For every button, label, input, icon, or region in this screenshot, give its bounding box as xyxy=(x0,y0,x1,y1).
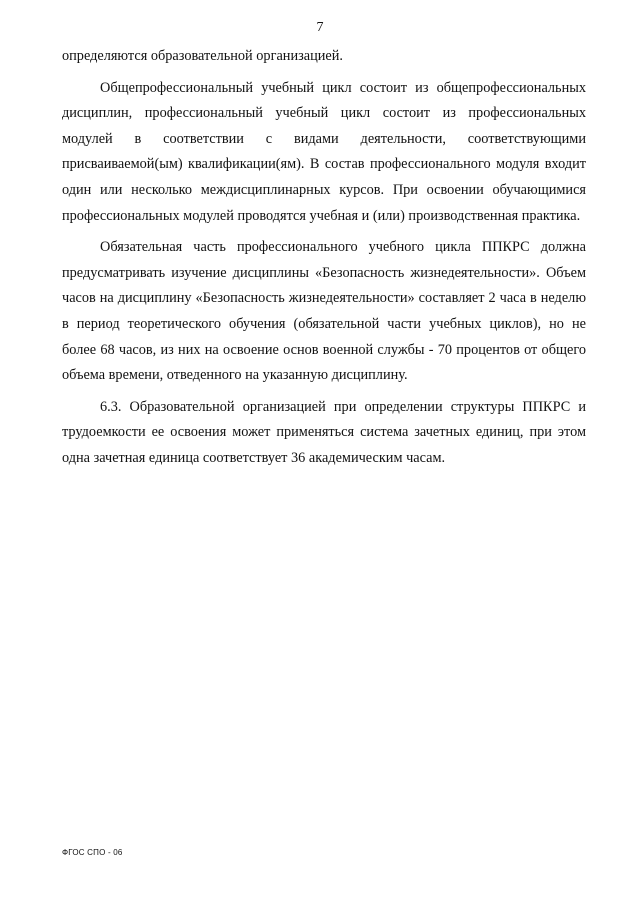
text-line: 6.3. Образовательной организацией при определении структуры ППКРС и xyxy=(100,398,586,415)
text-line: в период теоретического обучения (обязательной части учебных циклов), но не xyxy=(62,315,586,332)
text-line: объема времени, отведенного на указанную дисциплину. xyxy=(62,367,408,384)
text-line: более 68 часов, из них на освоение основ военной службы - 70 процентов от общего xyxy=(62,341,586,358)
text-line: определяются образовательной организацией. xyxy=(62,48,343,64)
text-line: Обязательная часть профессионального учебного цикла ППКРС должна xyxy=(100,239,586,256)
text-line: предусматривать изучение дисциплины «Безопасность жизнедеятельности». Объем xyxy=(62,264,586,281)
text-line: Общепрофессиональный учебный цикл состоит из общепрофессиональных xyxy=(100,79,586,96)
footer-code: ФГОС СПО - 06 xyxy=(62,848,123,857)
paragraph xyxy=(62,76,586,230)
text-line: одна зачетная единица соответствует 36 академическим часам. xyxy=(62,449,446,466)
text-line: модулей в соответствии с видами деятельности, соответствующими xyxy=(62,130,586,147)
page-number: 7 xyxy=(316,20,324,35)
text-line: один или несколько междисциплинарных курсов. При освоении обучающимися xyxy=(62,181,586,198)
paragraph xyxy=(62,395,586,472)
text-line: профессиональных модулей проводятся учебная и (или) производственная практика. xyxy=(62,207,581,224)
paragraph xyxy=(62,44,586,70)
document-body xyxy=(62,44,586,472)
paragraph xyxy=(62,235,586,389)
text-line: присваиваемой(ым) квалификации(ям). В состав профессионального модуля входит xyxy=(62,156,586,173)
text-line: часов на дисциплину «Безопасность жизнедеятельности» составляет 2 часа в неделю xyxy=(62,290,586,307)
text-line: трудоемкости ее освоения может применяться система зачетных единиц, при этом xyxy=(62,424,586,441)
text-line: дисциплин, профессиональный учебный цикл состоит из профессиональных xyxy=(62,105,586,122)
